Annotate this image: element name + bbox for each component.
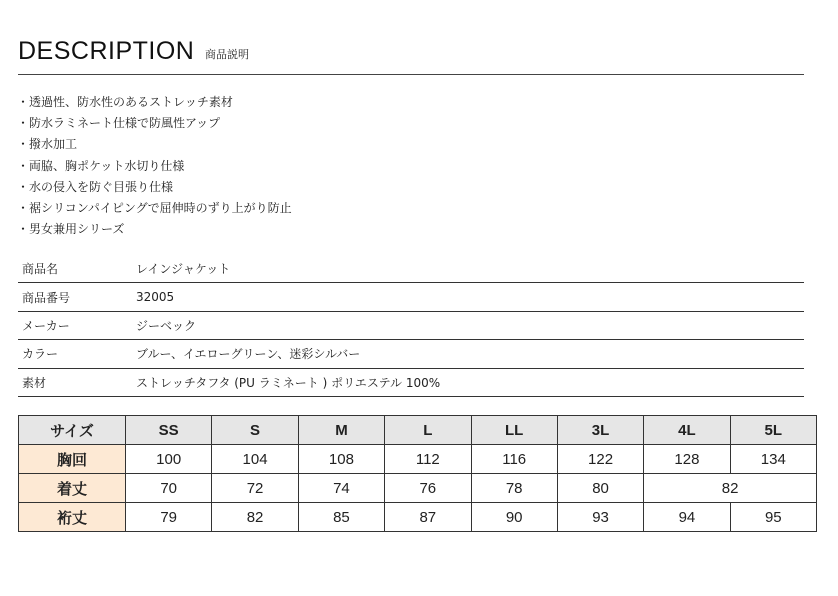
size-value: 80: [557, 474, 643, 503]
size-value: 82: [212, 503, 298, 532]
section-title: DESCRIPTION: [18, 37, 195, 65]
spec-row: [18, 311, 804, 339]
size-header-cell: SS: [126, 416, 212, 445]
size-table: [18, 415, 817, 532]
size-value: 87: [385, 503, 471, 532]
size-value: 116: [471, 445, 557, 474]
spec-value: 32005: [136, 283, 804, 311]
spec-label: メーカー: [18, 311, 136, 339]
size-value: 93: [557, 503, 643, 532]
size-header-cell: M: [298, 416, 384, 445]
size-header-cell: 4L: [644, 416, 730, 445]
size-value: 70: [126, 474, 212, 503]
size-value: 112: [385, 445, 471, 474]
spec-label: カラー: [18, 340, 136, 368]
size-value: 85: [298, 503, 384, 532]
size-value: 134: [730, 445, 816, 474]
size-header-cell: 5L: [730, 416, 816, 445]
section-subtitle: 商品説明: [205, 48, 249, 61]
size-value: 108: [298, 445, 384, 474]
description-header: [18, 34, 804, 75]
size-value: 128: [644, 445, 730, 474]
size-value: 122: [557, 445, 643, 474]
size-value: 104: [212, 445, 298, 474]
size-row-chest: [19, 445, 817, 474]
spec-row: [18, 340, 804, 368]
size-header-cell: S: [212, 416, 298, 445]
size-value: 100: [126, 445, 212, 474]
feature-item: ・水の侵入を防ぐ目張り仕様: [17, 179, 174, 194]
size-value-merged: 82: [644, 474, 817, 503]
size-row-length: [19, 474, 817, 503]
spec-row: [18, 255, 804, 283]
size-value: 74: [298, 474, 384, 503]
feature-item: ・撥水加工: [17, 137, 78, 152]
spec-table: [18, 255, 804, 397]
size-value: 95: [730, 503, 816, 532]
row-label: 着丈: [19, 474, 126, 503]
spec-label: 素材: [18, 368, 136, 396]
spec-row: [18, 283, 804, 311]
spec-value: ブルー、イエローグリーン、迷彩シルバー: [136, 340, 804, 368]
feature-item: ・透過性、防水性のあるストレッチ素材: [17, 95, 233, 109]
spec-row: [18, 368, 804, 396]
spec-label: 商品番号: [18, 283, 136, 311]
spec-value: ストレッチタフタ (PU ラミネート ) ポリエステル 100%: [136, 368, 804, 396]
size-header-row: [19, 416, 817, 445]
feature-item: ・両脇、胸ポケット水切り仕様: [17, 158, 185, 173]
size-header-cell: LL: [471, 416, 557, 445]
feature-item: ・男女兼用シリーズ: [17, 222, 125, 237]
size-header-cell: L: [385, 416, 471, 445]
spec-value: ジーベック: [136, 311, 804, 339]
size-header-label: サイズ: [19, 416, 126, 445]
size-value: 90: [471, 503, 557, 532]
size-row-sleeve: [19, 503, 817, 532]
size-value: 79: [126, 503, 212, 532]
row-label: 胸回: [19, 445, 126, 474]
size-value: 78: [471, 474, 557, 503]
spec-value: レインジャケット: [136, 255, 804, 283]
size-value: 76: [385, 474, 471, 503]
size-header-cell: 3L: [557, 416, 643, 445]
size-value: 72: [212, 474, 298, 503]
feature-list: [17, 92, 292, 240]
feature-item: ・裾シリコンパイピングで屈伸時のずり上がり防止: [17, 200, 292, 215]
feature-item: ・防水ラミネート仕様で防風性アップ: [17, 116, 221, 131]
spec-label: 商品名: [18, 255, 136, 283]
row-label: 裄丈: [19, 503, 126, 532]
size-value: 94: [644, 503, 730, 532]
